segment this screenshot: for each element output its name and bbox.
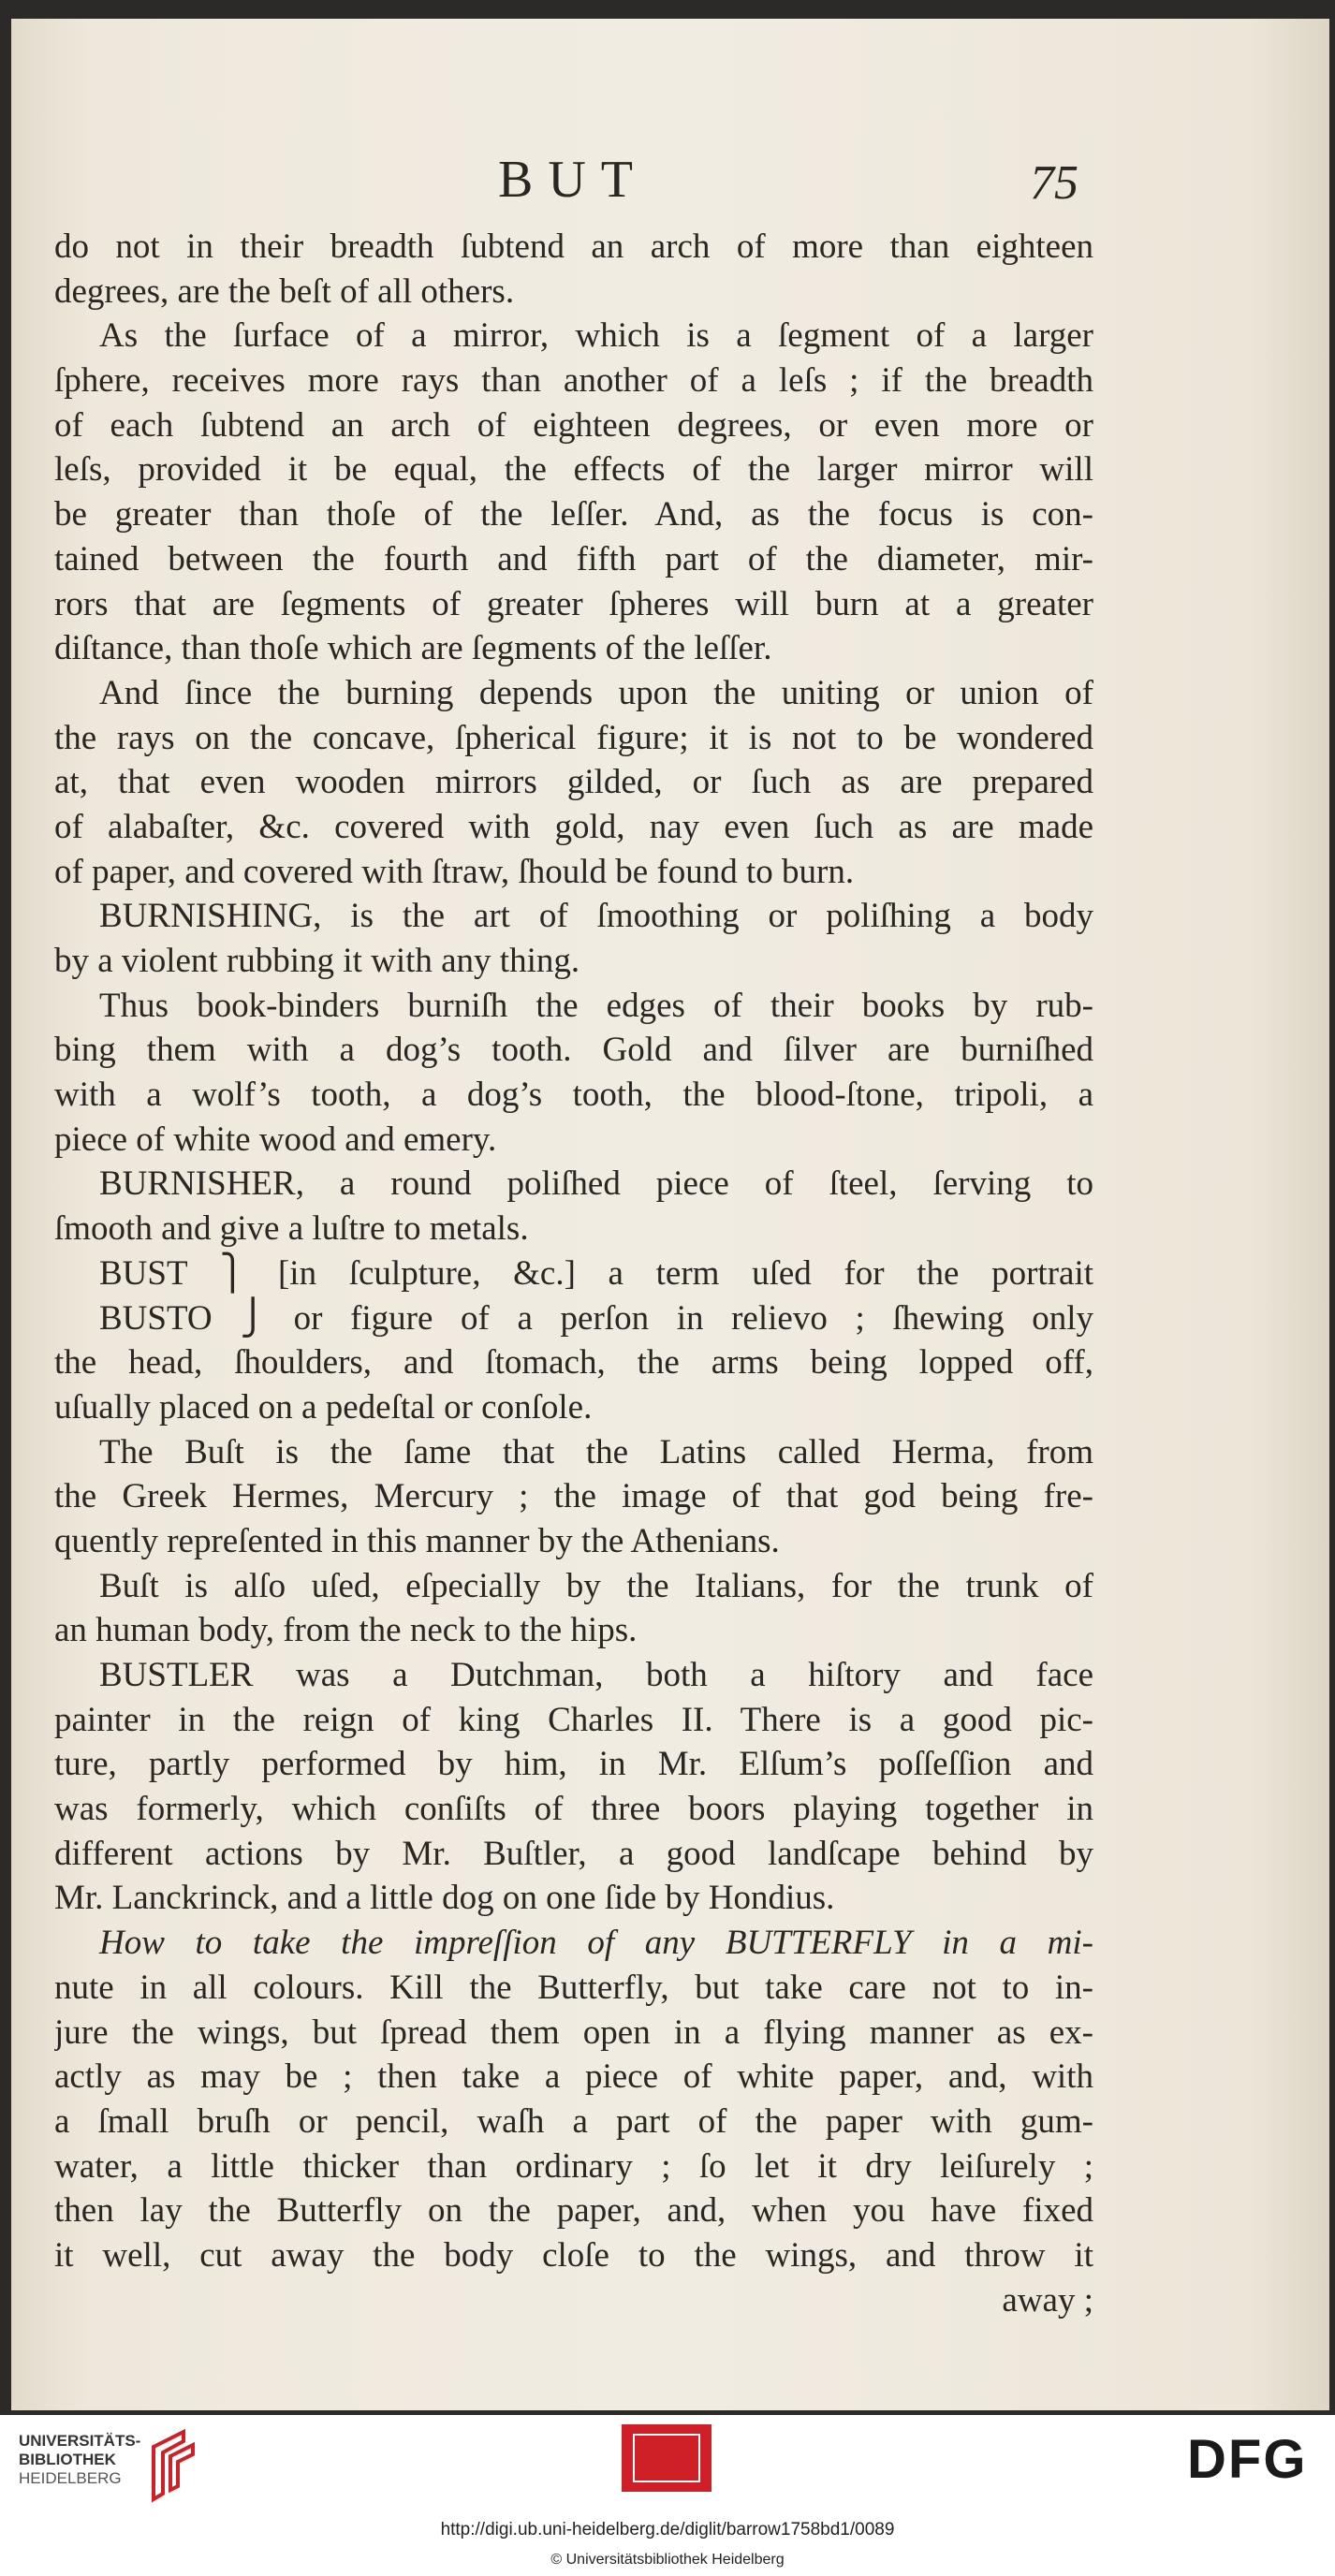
text-line: it well, cut away the body cloſe to the wings, and throw it — [54, 2235, 1093, 2275]
permalink[interactable]: http://digi.ub.uni-heidelberg.de/diglit/barrow1758bd1/0089 — [440, 2520, 895, 2539]
text-line: piece of white wood and emery. — [54, 1120, 497, 1159]
text-line: nute in all colours. Kill the Butterfly, but take care not to in- — [54, 1968, 1093, 2007]
text-line: degrees, are the beſt of all others. — [54, 271, 515, 311]
text-line: As the ſurface of a mirror, which is a ſegment of a larger — [99, 316, 1093, 356]
text-line: by a violent rubbing it with any thing. — [54, 942, 580, 980]
institution-line: UNIVERSITÄTS- — [19, 2432, 141, 2450]
text-line: bing them with a dog’s tooth. Gold and ſilver are burniſhed — [54, 1031, 1093, 1070]
text-line: quently repreſented in this manner by the Athenians. — [54, 1521, 780, 1560]
text-line: BUSTLER was a Dutchman, both a hiſtory and face — [99, 1656, 1093, 1694]
running-head: BUT — [498, 151, 648, 209]
text-line: leſs, provided it be equal, the effects of the larger mirror will — [54, 450, 1093, 490]
text-line: rors that are ſegments of greater ſpheres will burn at a greater — [54, 584, 1093, 623]
book-page — [11, 19, 1329, 2410]
text-line: tained between the fourth and fifth part of the diameter, mir- — [54, 539, 1093, 578]
text-line: the head, ſhoulders, and ſtomach, the arms being lopped off, — [54, 1343, 1093, 1383]
text-line: different actions by Mr. Buſtler, a good landſcape behind by — [54, 1834, 1093, 1873]
text-line: be greater than thoſe of the leſſer. And, as the focus is con- — [54, 495, 1093, 534]
text-line: the Greek Hermes, Mercury ; the image of that god being fre- — [54, 1477, 1093, 1516]
digitization-project-logo[interactable] — [622, 2424, 712, 2492]
text-line: was formerly, which conſiſts of three boors playing together in — [54, 1790, 1093, 1829]
text-line: at, that even wooden mirrors gilded, or ſuch as are prepared — [54, 763, 1093, 802]
text-line: Thus book-binders burniſh the edges of their books by rub- — [99, 986, 1093, 1025]
text-line: the rays on the concave, ſpherical figure; it is not to be wondered — [54, 718, 1093, 757]
catchword: away ; — [1002, 2280, 1093, 2320]
text-line: jure the wings, but ſpread them open in a flying manner as ex- — [54, 2012, 1093, 2052]
page-number: 75 — [1030, 156, 1078, 210]
text-line: The Buſt is the ſame that the Latins called Herma, from — [99, 1432, 1093, 1471]
text-line: of paper, and covered with ſtraw, ſhould be found to burn. — [54, 852, 855, 891]
text-line: ſmooth and give a luſtre to metals. — [54, 1209, 529, 1249]
copyright-notice: © Universitätsbibliothek Heidelberg — [550, 2552, 785, 2568]
text-line: actly as may be ; then take a piece of white paper, and, with — [54, 2057, 1093, 2097]
viewer-footer — [0, 2415, 1335, 2576]
text-line: painter in the reign of king Charles II. There is a good pic- — [54, 1700, 1093, 1739]
logo-frame-icon — [633, 2434, 700, 2482]
text-line: BURNISHING, is the art of ſmoothing or poliſhing a body — [99, 897, 1093, 936]
text-line: Buſt is alſo uſed, eſpecially by the Italians, for the trunk of — [99, 1566, 1093, 1605]
text-line: an human body, from the neck to the hips. — [54, 1611, 638, 1650]
text-line: do not in their breadth ſubtend an arch of more than eighteen — [54, 227, 1093, 266]
university-library-logo[interactable] — [19, 2424, 197, 2518]
text-line: How to take the impreſſion of any BUTTERFLY in a mi- — [99, 1924, 1093, 1963]
dfg-logo[interactable]: DFG — [1187, 2429, 1308, 2490]
text-line: BUSTO ⎭ or figure of a perſon in relievo ; ſhewing only — [99, 1298, 1093, 1338]
text-line: uſually placed on a pedeſtal or conſole. — [54, 1387, 593, 1427]
institution-name — [19, 2432, 140, 2488]
text-line: BUST ⎫ [in ſculpture, &c.] a term uſed for the portrait — [99, 1253, 1093, 1293]
text-line: BURNISHER, a round poliſhed piece of ſteel, ſerving to — [99, 1164, 1093, 1204]
library-emblem-icon — [146, 2428, 198, 2512]
institution-line: BIBLIOTHEK — [19, 2451, 116, 2468]
page-header — [11, 150, 1329, 225]
text-line: of alabaſter, &c. covered with gold, nay even ſuch as are made — [54, 807, 1093, 846]
text-line: then lay the Butterfly on the paper, and, when you have fixed — [54, 2191, 1093, 2231]
text-line: ſphere, receives more rays than another of a leſs ; if the breadth — [54, 361, 1093, 401]
text-line: diſtance, than thoſe which are ſegments of the leſſer. — [54, 629, 772, 668]
text-line: ture, partly performed by him, in Mr. Elſum’s poſſeſſion and — [54, 1745, 1093, 1784]
text-line: with a wolf’s tooth, a dog’s tooth, the blood-ſtone, tripoli, a — [54, 1076, 1093, 1115]
text-line: water, a little thicker than ordinary ; ſo let it dry leiſurely ; — [54, 2146, 1093, 2186]
text-line: Mr. Lanckrinck, and a little dog on one ſide by Hondius. — [54, 1879, 835, 1918]
institution-line: HEIDELBERG — [19, 2469, 122, 2487]
body-text — [54, 225, 1093, 2322]
text-line: And ſince the burning depends upon the uniting or union of — [99, 673, 1093, 712]
text-line: of each ſubtend an arch of eighteen degrees, or even more or — [54, 405, 1093, 445]
text-line: a ſmall bruſh or pencil, waſh a part of the paper with gum- — [54, 2101, 1093, 2141]
